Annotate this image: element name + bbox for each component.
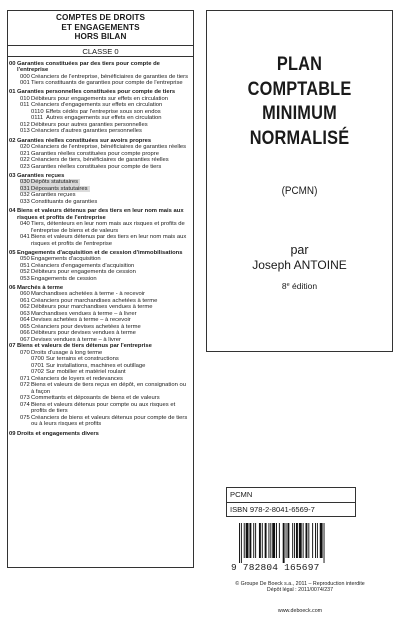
account-code: 053 bbox=[20, 275, 30, 282]
account-row bbox=[9, 199, 190, 206]
account-label: Créanciers d'engagements d'acquisition bbox=[31, 262, 135, 269]
account-label: Garanties reçues bbox=[17, 172, 65, 179]
barcode-bar bbox=[265, 523, 267, 558]
isbn-code: PCMN bbox=[230, 490, 253, 499]
account-label: Sur terrains et constructions bbox=[46, 356, 119, 363]
account-class-row bbox=[9, 431, 190, 438]
card-title bbox=[8, 11, 193, 46]
account-label: Droits et engagements divers bbox=[17, 430, 99, 437]
account-code: 02 bbox=[9, 137, 16, 144]
account-label: Garanties constituées par des tiers pour compte de l'entreprise bbox=[17, 60, 160, 74]
barcode-bar bbox=[303, 523, 304, 558]
account-code: 040 bbox=[20, 221, 30, 228]
account-label: Créanciers de tiers, bénéficiaires de garanties réelles bbox=[31, 157, 169, 164]
account-row bbox=[9, 382, 190, 395]
card-title-line: ET ENGAGEMENTS bbox=[61, 22, 140, 32]
barcode-bar bbox=[292, 523, 293, 558]
class-label: CLASSE 0 bbox=[8, 46, 193, 57]
account-label: Débiteurs pour marchandises vendues à terme bbox=[31, 304, 153, 311]
barcode-bar bbox=[324, 523, 325, 563]
account-code: 0111 bbox=[31, 115, 44, 122]
barcode-bar bbox=[296, 523, 298, 558]
by-label: par bbox=[290, 243, 309, 257]
account-code: 06 bbox=[9, 284, 16, 291]
account-label: Créanciers de loyers et redevances bbox=[31, 375, 123, 382]
barcode-digits: 9 782804 165697 bbox=[231, 562, 320, 573]
account-code: 066 bbox=[20, 330, 30, 337]
title-line: PLAN bbox=[276, 54, 323, 75]
card-title-line: COMPTES DE DROITS bbox=[55, 13, 146, 22]
account-code: 071 bbox=[20, 375, 30, 382]
account-label: Tiers constituants de garanties pour compte de l'entreprise bbox=[31, 80, 183, 87]
account-row bbox=[9, 128, 190, 135]
account-code: 03 bbox=[9, 172, 16, 179]
barcode bbox=[231, 523, 381, 575]
barcode-bar bbox=[306, 523, 308, 558]
title-line: COMPTABLE bbox=[247, 78, 352, 100]
account-label: Commettants et déposants de biens et de valeurs bbox=[31, 395, 160, 402]
account-label: Engagements d'acquisition bbox=[31, 256, 101, 263]
accounts-list bbox=[8, 57, 193, 437]
account-label: Déposants statutaires bbox=[31, 185, 88, 192]
acronym: (PCMN) bbox=[281, 185, 318, 197]
isbn-divider bbox=[227, 502, 355, 503]
account-label: Garanties reçues bbox=[31, 192, 76, 199]
account-code: 070 bbox=[20, 349, 30, 356]
account-code: 064 bbox=[20, 317, 30, 324]
barcode-bar bbox=[268, 523, 269, 558]
barcode-bar bbox=[270, 523, 271, 558]
account-label: Biens et valeurs détenus par des tiers en leur nom mais aux risques et profits de l'entreprise bbox=[17, 208, 184, 221]
account-code: 010 bbox=[20, 95, 30, 102]
account-code: 050 bbox=[20, 256, 30, 263]
publisher-url: www.deboeck.com bbox=[277, 607, 323, 614]
account-label: Devises achetées à terme – à recevoir bbox=[31, 317, 131, 324]
account-code: 062 bbox=[20, 304, 30, 311]
account-code: 013 bbox=[20, 128, 30, 135]
edition-sup: e bbox=[286, 282, 290, 288]
barcode-bar bbox=[249, 523, 251, 558]
isbn-number: ISBN 978-2-8041-6569-7 bbox=[230, 505, 315, 514]
account-label: Dépôts statutaires bbox=[31, 179, 79, 186]
account-code: 031 bbox=[20, 185, 30, 192]
account-label: Garanties réelles constituées pour compte de tiers bbox=[31, 163, 162, 170]
barcode-bar bbox=[312, 523, 313, 558]
barcode-bar bbox=[246, 523, 249, 558]
barcode-bar bbox=[317, 523, 318, 558]
accounts-card bbox=[7, 10, 194, 568]
account-code: 030 bbox=[20, 179, 30, 186]
barcode-bar bbox=[279, 523, 280, 558]
account-code: 000 bbox=[20, 73, 30, 80]
account-label: Biens et valeurs détenus pour compte ou aux risques et profits de tiers bbox=[31, 401, 176, 415]
main-title bbox=[220, 53, 379, 151]
account-label: Débiteurs pour engagements sur effets en circulation bbox=[31, 95, 168, 102]
publisher-footer bbox=[200, 581, 400, 614]
account-code: 032 bbox=[20, 192, 30, 199]
account-label: Créanciers de l'entreprise, bénéficiaires de garanties réelles bbox=[31, 144, 187, 151]
account-row bbox=[9, 276, 190, 283]
account-code: 033 bbox=[20, 198, 30, 205]
barcode-bar bbox=[255, 523, 256, 558]
account-code: 01 bbox=[9, 89, 16, 96]
barcode-bar bbox=[244, 523, 245, 558]
barcode-bar bbox=[262, 523, 263, 558]
account-code: 0700 bbox=[31, 356, 45, 363]
account-label: Biens et valeurs de tiers reçus en dépôt, en consignation ou à façon bbox=[31, 382, 186, 395]
account-code: 05 bbox=[9, 249, 16, 256]
account-label: Marchandises achetées à terme - à recevoir bbox=[31, 291, 146, 298]
account-row bbox=[9, 80, 190, 87]
isbn-box bbox=[226, 487, 356, 517]
account-label: Biens et valeurs détenus par des tiers en leur nom mais aux risques et profits de l'entreprise bbox=[31, 234, 187, 247]
account-code: 001 bbox=[20, 80, 30, 87]
account-label: Engagements d'acquisition et de cession d'immobilisations bbox=[17, 249, 183, 256]
account-class-row bbox=[9, 208, 190, 221]
account-code: 072 bbox=[20, 382, 30, 389]
account-code: 052 bbox=[20, 269, 30, 276]
title-line: NORMALISÉ bbox=[249, 127, 350, 149]
barcode-bar bbox=[308, 523, 309, 558]
account-label: Devises vendues à terme – à livrer bbox=[31, 336, 121, 343]
account-code: 061 bbox=[20, 297, 30, 304]
card-title-line: HORS BILAN bbox=[74, 32, 127, 42]
account-label: Créanciers de biens et valeurs détenus pour compte de tiers ou à leurs risques et profits bbox=[31, 414, 188, 428]
account-row bbox=[9, 415, 190, 428]
account-code: 00 bbox=[9, 60, 16, 67]
barcode-bar bbox=[315, 523, 316, 558]
account-label: Marchandises vendues à terme – à livrer bbox=[31, 310, 137, 317]
account-label: Créanciers d'engagements sur effets en circulation bbox=[31, 102, 163, 109]
barcode-bar bbox=[259, 523, 261, 558]
account-label: Sur installations, machines et outillage bbox=[46, 362, 146, 369]
account-code: 065 bbox=[20, 323, 30, 330]
account-label: Autres engagements sur effets en circulation bbox=[46, 115, 162, 122]
barcode-bar bbox=[283, 523, 285, 563]
account-label: Constituants de garanties bbox=[31, 198, 98, 205]
barcode-bar bbox=[239, 523, 240, 563]
account-code: 075 bbox=[20, 414, 30, 421]
account-code: 023 bbox=[20, 163, 30, 170]
barcode-bar bbox=[299, 523, 302, 558]
account-label: Débiteurs pour engagements de cession bbox=[31, 269, 136, 276]
account-code: 07 bbox=[9, 343, 16, 350]
copyright-text: © Groupe De Boeck s.a., 2011 – Reproduction interdite bbox=[235, 581, 365, 587]
account-class-row bbox=[9, 61, 190, 74]
title-line: MINIMUM bbox=[262, 103, 337, 124]
account-code: 060 bbox=[20, 291, 30, 298]
account-label: Créanciers d'autres garanties personnelles bbox=[31, 128, 142, 135]
account-code: 022 bbox=[20, 157, 30, 164]
legal-deposit-text: Dépôt légal : 2011/0074/237 bbox=[266, 587, 334, 594]
account-label: Effets cédés par l'entreprise sous son endos bbox=[46, 108, 161, 115]
account-label: Marchés à terme bbox=[17, 284, 64, 291]
account-code: 063 bbox=[20, 310, 30, 317]
account-label: Créanciers pour marchandises achetées à terme bbox=[31, 297, 158, 304]
barcode-bar bbox=[253, 523, 254, 558]
account-code: 011 bbox=[20, 102, 30, 109]
account-label: Biens et valeurs de tiers détenus par l'entreprise bbox=[17, 343, 152, 350]
account-row bbox=[9, 164, 190, 171]
account-code: 051 bbox=[20, 262, 30, 269]
account-label: Droits d'usage à long terme bbox=[31, 349, 103, 356]
account-code: 041 bbox=[20, 234, 30, 241]
account-label: Créanciers pour devises achetées à terme bbox=[31, 323, 141, 330]
cover-panel bbox=[206, 10, 393, 352]
barcode-bar bbox=[276, 523, 277, 558]
account-label: Débiteurs pour devises vendues à terme bbox=[31, 330, 136, 337]
edition-word: édition bbox=[289, 281, 318, 291]
barcode-bar bbox=[286, 523, 287, 558]
account-code: 04 bbox=[9, 208, 16, 215]
account-row bbox=[9, 221, 190, 234]
account-code: 0701 bbox=[31, 362, 45, 369]
edition bbox=[207, 280, 392, 291]
account-label: Garanties réelles constituées sur avoirs propres bbox=[17, 137, 152, 144]
barcode-bar bbox=[287, 523, 289, 558]
account-label: Garanties personnelles constituées pour compte de tiers bbox=[17, 89, 176, 96]
account-code: 021 bbox=[20, 150, 30, 157]
barcode-bar bbox=[272, 523, 275, 558]
account-row bbox=[9, 234, 190, 247]
author-name: Joseph ANTOINE bbox=[252, 258, 347, 272]
account-label: Tiers, détenteurs en leur nom mais aux risques et profits de l'entreprise de biens et de valeurs bbox=[31, 221, 185, 234]
account-code: 0110 bbox=[31, 108, 44, 115]
account-row bbox=[9, 402, 190, 415]
account-label: Créanciers de l'entreprise, bénéficiaires de garanties de tiers bbox=[31, 73, 189, 80]
account-code: 020 bbox=[20, 144, 30, 151]
account-code: 012 bbox=[20, 121, 30, 128]
account-code: 09 bbox=[9, 430, 16, 437]
barcode-bar bbox=[294, 523, 295, 558]
account-label: Débiteurs pour autres garanties personnelles bbox=[31, 121, 148, 128]
account-label: Engagements de cession bbox=[31, 275, 97, 282]
account-label: Garanties réelles constituées pour compte propre bbox=[31, 150, 159, 157]
account-code: 067 bbox=[20, 336, 30, 343]
account-code: 0702 bbox=[31, 369, 45, 376]
account-code: 073 bbox=[20, 395, 30, 402]
barcode-bar bbox=[241, 523, 242, 563]
barcode-bars bbox=[239, 523, 349, 563]
edition-number: 8 bbox=[281, 281, 287, 291]
account-code: 074 bbox=[20, 401, 30, 408]
barcode-bar bbox=[320, 523, 323, 558]
account-label: Sur mobilier et matériel roulant bbox=[46, 369, 126, 376]
